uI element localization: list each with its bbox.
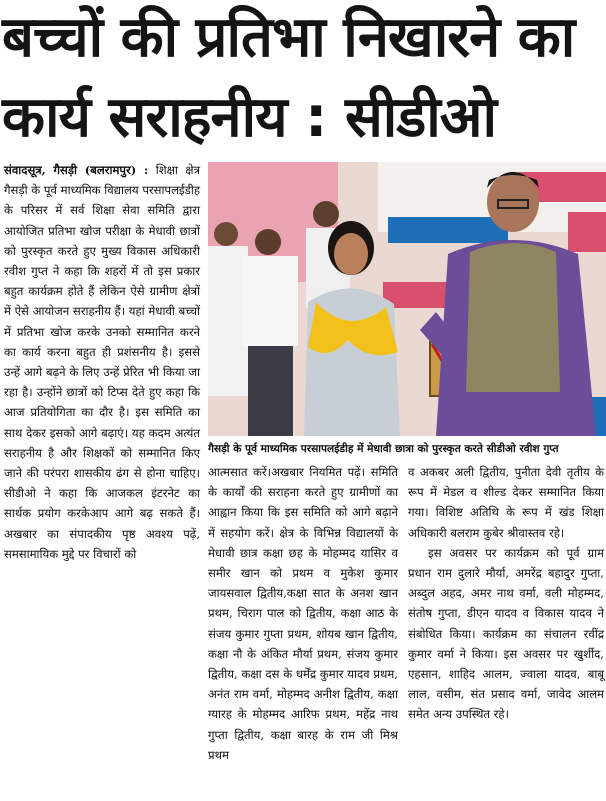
dateline: संवादसूत्र, गैसड़ी (बलरामपुर) : (4, 163, 149, 177)
column-3-paragraph-2: इस अवसर पर कार्यक्रम को पूर्व ग्राम प्रधान राम दुलारे मौर्या, अमरेंद्र बहादुर गुप्ता, अब्दुल अहद, अमर नाथ वर्मा, वली मोहम्मद, संतोष गुप्ता, डीएन यादव व विकास यादव ने संबोधित किया। कार्यक्रम का संचालन रवींद्र कुमार वर्मा ने किया। इस अवसर पर खुर्शीद, एहसान, शाहिद आलम, ज्वाला यादव, बाबू लाल, वसीम, संत प्रसाद वर्मा, जावेद आलम समेत अन्य उपस्थित रहे। (408, 545, 604, 722)
headline (0, 0, 606, 160)
column-2-text: आत्मसात करें।अखबार नियमित पढ़ें। समिति के कार्यों की सराहना करते हुए ग्रामीणों का आह्वान किया कि इस समिति को आगे बढ़ाने में सहयोग करें। क्षेत्र के विभिन्न विद्यालयों के मेधावी छात्र कक्षा छह के मोहम्मद यासिर व समीर खान को प्रथम व मुकेश कुमार जायसवाल द्वितीय,कक्षा सात के अनश खान प्रथम, चिराग पाल को द्वितीय, कक्षा आठ के संजय कुमार गुप्ता प्रथम, शोयब खान द्वितीय, कक्षा नौ के अंकित मौर्या प्रथम, संजय कुमार द्वितीय, कक्षा दस के धर्मेंद्र कुमार यादव प्रथम, अनंत राम वर्मा, मोहम्मद अनीश द्वितीय, कक्षा ग्यारह के मोहम्मद आरिफ प्रथम, महेंद्र नाथ गुप्ता द्वितीय, कक्षा बारह के राम जी मिश्र प्रथम (208, 465, 398, 762)
news-photo (208, 162, 606, 436)
column-1-text: शिक्षा क्षेत्र गैसड़ी के पूर्व माध्यमिक विद्यालय परसापलईडीह के परिसर में सर्व शिक्षा सेवा समिति द्वारा आयोजित प्रतिभा खोज परीक्षा के मेधावी छात्रों को पुरस्कृत करते हुए मुख्य विकास अधिकारी रवीश गुप्त ने कहा कि शहरों में तो इस प्रकार बहुत कार्यक्रम होते हैं लेकिन ऐसे ग्रामीण क्षेत्रों में ऐसे आयोजन सराहनीय हैं। यहां मेधावी बच्चों में प्रतिभा खोज करके उनको सम्मानित करने का कार्य करना बहुत ही प्रशंसनीय है। इससे उन्हें आगे बढ़ने के लिए उन्हें प्रेरित भी किया जा रहा है। उन्होंने छात्रों को टिप्स देते हुए कहा कि आज प्रतियोगिता का दौर है। इस समिति का साथ देकर इसको आगे बढ़ाएं। यह कदम अत्यंत सराहनीय है और शिक्षकों को सम्मानित किए जाने की परंपरा शासकीय ढंग से होना चाहिए। सीडीओ ने कहा कि आजकल इंटरनेट का सार्थक प्रयोग करकेआप आगे बढ़ सकते हैं। अखबार का संपादकीय पृष्ठ अवश्य पढ़ें, समसामायिक मुद्दे पर विचारों को (4, 163, 201, 561)
photo-caption: गैसड़ी के पूर्व माध्यमिक परसापलईडीह में मेधावी छात्रा को पुरस्कृत करते सीडीओ रवीश गुप्त (208, 443, 559, 455)
column-3-paragraph-1: व अकबर अली द्वितीय, पुनीता देवी तृतीय के रूप में मेडल व शील्ड देकर सम्मानित किया गया। विशिष्ट अतिथि के रूप में खंड शिक्षा अधिकारी बलराम कुबेर श्रीवास्तव रहे। (408, 465, 604, 540)
award-ceremony-illustration (208, 162, 606, 436)
article-column-2 (208, 462, 398, 765)
headline-line-2: कार्य सराहनीय : सीडीओ (2, 85, 497, 150)
article-column-1 (4, 160, 200, 564)
headline-line-1: बच्चों की प्रतिभा निखारने का (2, 5, 575, 70)
article-column-3 (408, 462, 604, 725)
